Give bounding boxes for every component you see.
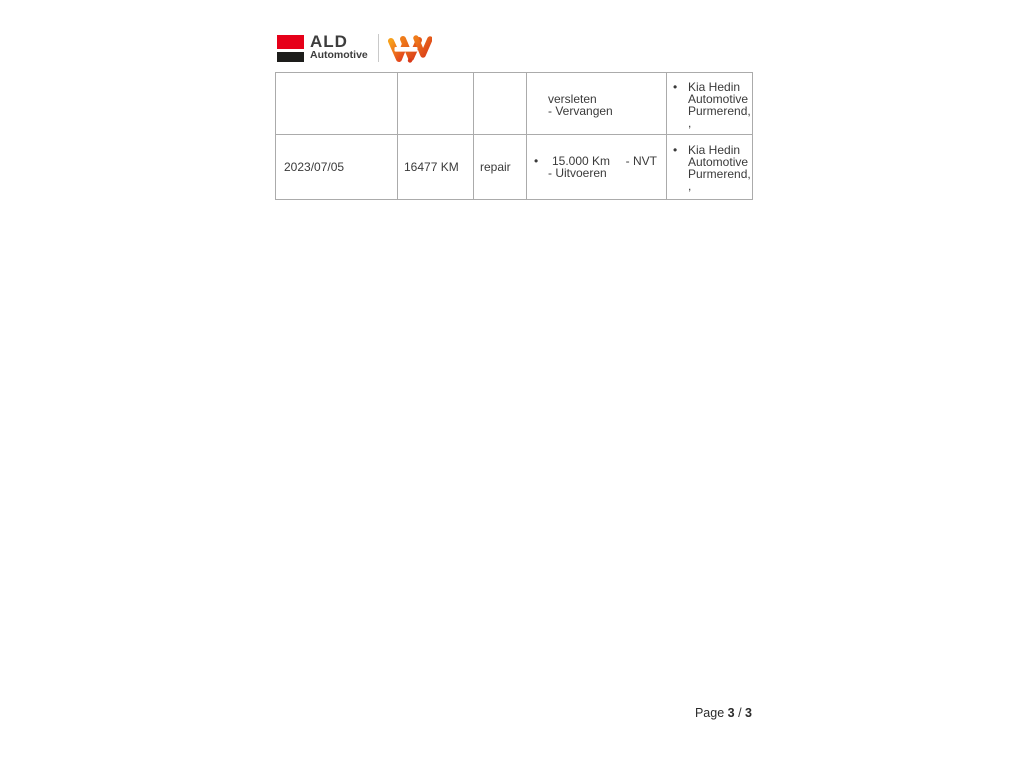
- service-history-table: [275, 72, 753, 200]
- cell-location: [667, 73, 753, 135]
- dealer-w-logo-icon: [388, 33, 432, 63]
- location-line: ,: [688, 115, 692, 130]
- page-separator: /: [738, 706, 742, 720]
- location-lines: [688, 81, 751, 129]
- location-line: Purmerend,: [688, 167, 751, 181]
- page-current: 3: [727, 706, 735, 720]
- detail-line: - Vervangen: [548, 103, 613, 118]
- logo-divider: [378, 34, 379, 62]
- cell-date: [276, 73, 398, 135]
- cell-date: 2023/07/05: [276, 135, 398, 200]
- table-row: [276, 73, 753, 135]
- cell-details: [527, 73, 667, 135]
- cell-type: [474, 73, 527, 135]
- location-line: Automotive: [688, 91, 749, 106]
- ald-red-black-square-icon: [277, 35, 304, 62]
- square-black-band: [277, 52, 304, 62]
- cell-type: repair: [474, 135, 527, 200]
- page-total: 3: [745, 706, 752, 720]
- detail-line: versleten: [548, 91, 597, 106]
- ald-logo-subtext: Automotive: [310, 49, 368, 61]
- location-line: Kia Hedin: [688, 143, 741, 157]
- ald-logo-text-block: [310, 32, 368, 61]
- cell-mileage: [398, 73, 474, 135]
- detail-right-value: - NVT: [625, 154, 657, 168]
- location-line: Purmerend,: [688, 103, 751, 118]
- cell-location: [667, 135, 753, 200]
- location-line: ,: [688, 179, 692, 193]
- cell-details: [527, 135, 667, 200]
- bullet-icon: •: [534, 154, 539, 168]
- location-entry: [673, 79, 751, 130]
- detail-text: 15.000 Km: [552, 154, 611, 168]
- bullet-icon: •: [673, 143, 678, 157]
- bullet-icon: •: [673, 79, 678, 94]
- ald-logo-wordmark: ALD: [310, 32, 348, 51]
- page-number: [640, 706, 752, 720]
- header-logos: [277, 33, 432, 63]
- page-label: Page: [694, 706, 725, 720]
- square-red-band: [277, 35, 304, 49]
- location-line: Automotive: [688, 155, 749, 169]
- detail-line: - Uitvoeren: [548, 166, 607, 180]
- location-entry: [673, 143, 751, 193]
- table-row: [276, 135, 753, 200]
- cell-mileage: 16477 KM: [398, 135, 474, 200]
- location-line: Kia Hedin: [688, 79, 741, 94]
- ald-logo: [277, 32, 368, 62]
- location-lines: [688, 144, 751, 192]
